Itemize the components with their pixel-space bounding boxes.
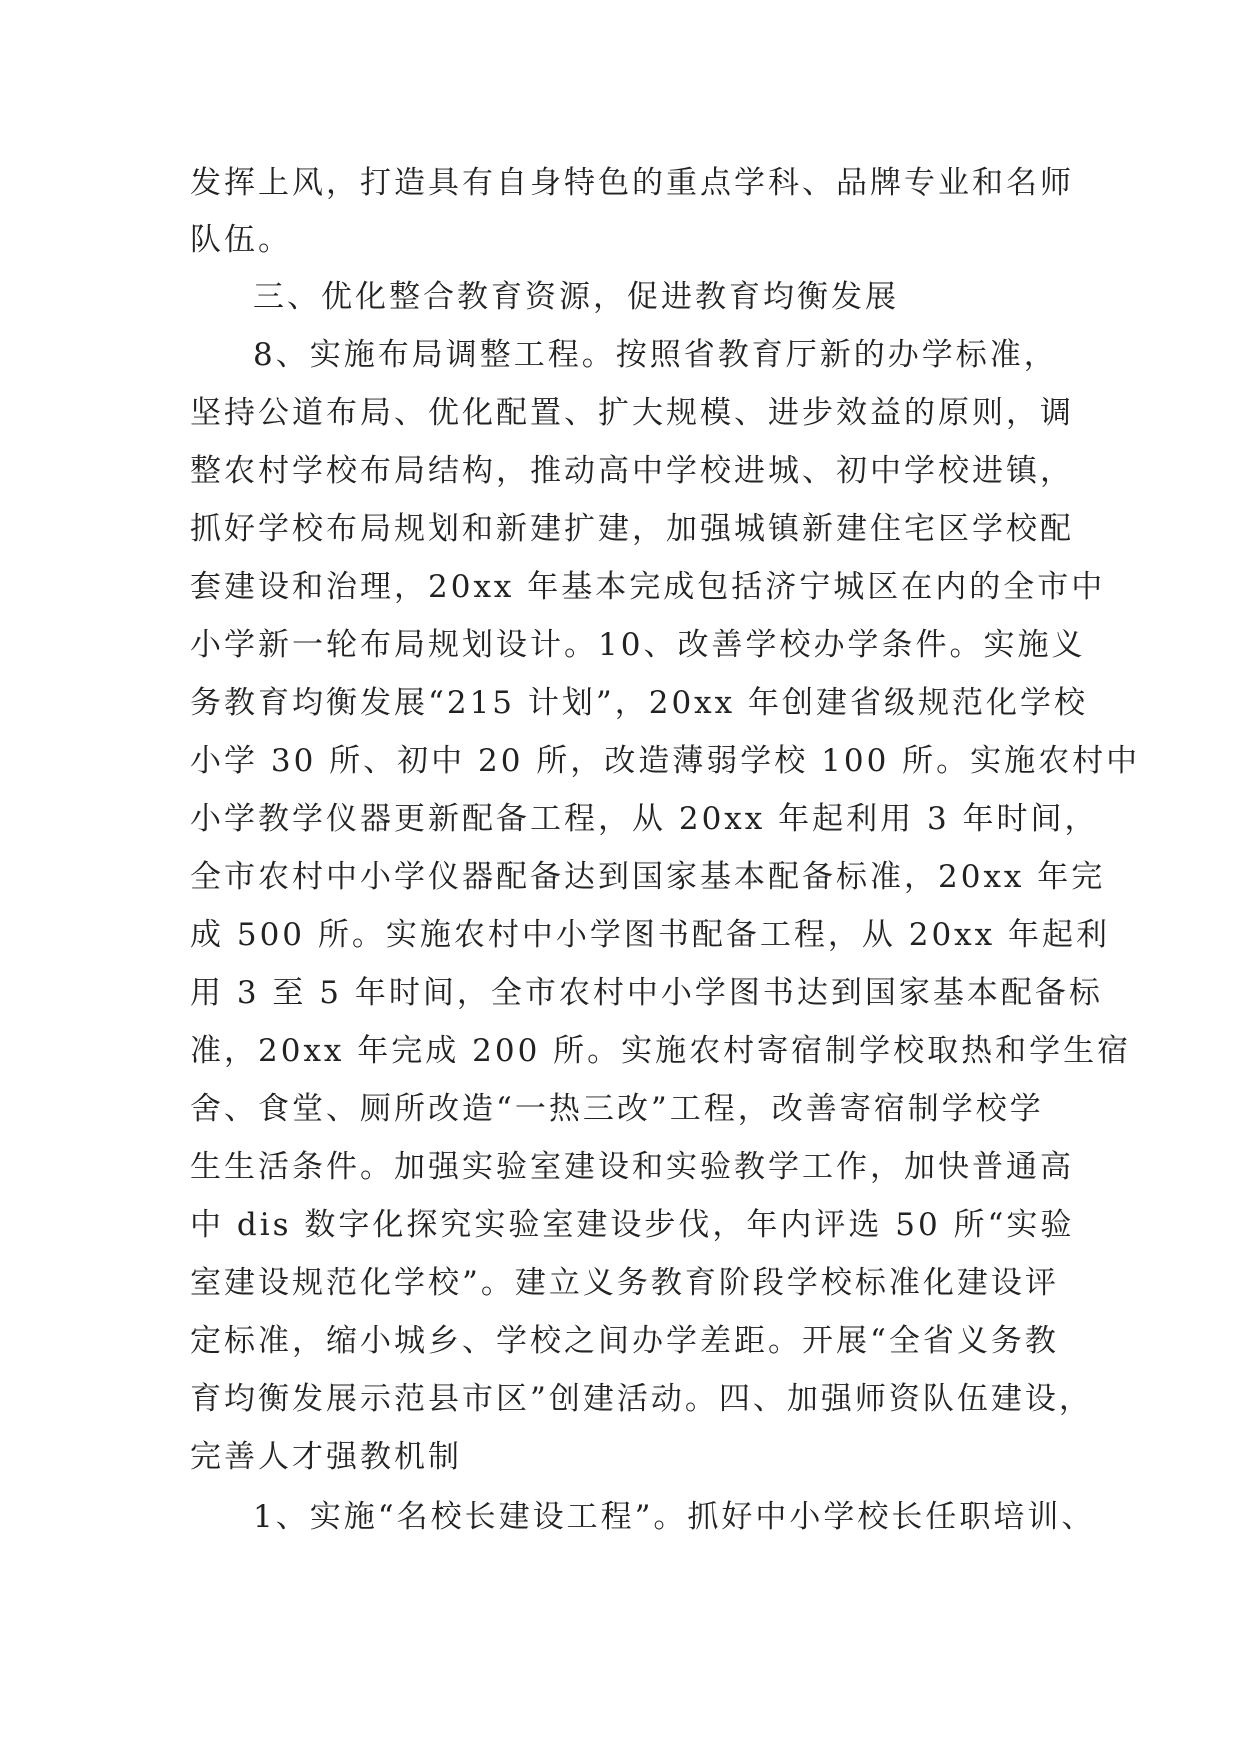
- text-line: 务教育均衡发展“215 计划”，20xx 年创建省级规范化学校: [190, 685, 1088, 721]
- text-line: 队伍。: [190, 222, 292, 258]
- text-line: 坚持公道布局、优化配置、扩大规模、进步效益的原则，调: [190, 395, 1074, 431]
- text-line: 完善人才强教机制: [190, 1439, 462, 1475]
- text-line: 小学新一轮布局规划设计。10、改善学校办学条件。实施义: [190, 627, 1086, 663]
- text-line: 成 500 所。实施农村中小学图书配备工程，从 20xx 年起利: [190, 917, 1110, 953]
- text-line: 用 3 至 5 年时间，全市农村中小学图书达到国家基本配备标: [190, 975, 1103, 1011]
- text-line: 舍、食堂、厕所改造“一热三改”工程，改善寄宿制学校学: [190, 1091, 1044, 1127]
- text-line: 套建设和治理，20xx 年基本完成包括济宁城区在内的全市中: [190, 569, 1106, 605]
- text-line: 室建设规范化学校”。建立义务教育阶段学校标准化建设评: [190, 1265, 1059, 1301]
- text-line: 中 dis 数字化探究实验室建设步伐，年内评选 50 所“实验: [190, 1207, 1075, 1243]
- text-line: 抓好学校布局规划和新建扩建，加强城镇新建住宅区学校配: [190, 511, 1074, 547]
- text-line: 定标准，缩小城乡、学校之间办学差距。开展“全省义务教: [190, 1323, 1059, 1359]
- text-line: 8、实施布局调整工程。按照省教育厅新的办学标准，: [253, 337, 1058, 373]
- text-line: 育均衡发展示范县市区”创建活动。四、加强师资队伍建设，: [190, 1381, 1093, 1417]
- text-line: 整农村学校布局结构，推动高中学校进城、初中学校进镇，: [190, 453, 1074, 489]
- text-line: 小学 30 所、初中 20 所，改造薄弱学校 100 所。实施农村中: [190, 743, 1141, 779]
- text-line: 准，20xx 年完成 200 所。实施农村寄宿制学校取热和学生宿: [190, 1033, 1132, 1069]
- text-line: 生生活条件。加强实验室建设和实验教学工作，加快普通高: [190, 1149, 1074, 1185]
- section-heading: 三、优化整合教育资源，促进教育均衡发展: [253, 279, 899, 315]
- text-line: 1、实施“名校长建设工程”。抓好中小学校长任职培训、: [253, 1499, 1096, 1535]
- text-line: 全市农村中小学仪器配备达到国家基本配备标准，20xx 年完: [190, 859, 1106, 895]
- text-line: 发挥上风，打造具有自身特色的重点学科、品牌专业和名师: [190, 165, 1074, 201]
- text-line: 小学教学仪器更新配备工程，从 20xx 年起利用 3 年时间，: [190, 801, 1099, 837]
